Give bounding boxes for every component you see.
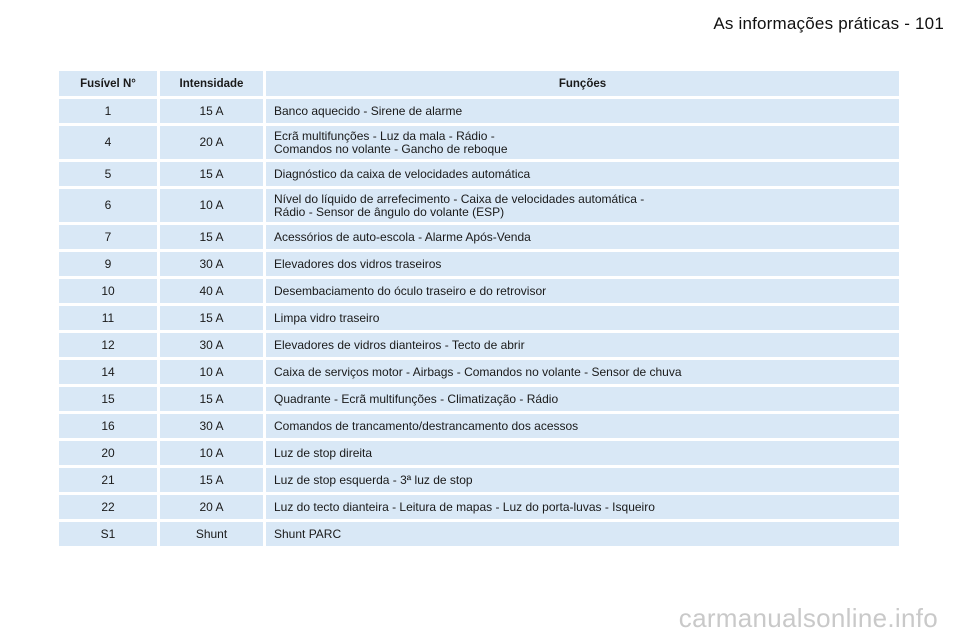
column-header-intensity: Intensidade — [160, 71, 263, 96]
intensity-cell: 15 A — [160, 225, 263, 249]
function-line: Desembaciamento do óculo traseiro e do retrovisor — [274, 283, 547, 298]
fuse-number-cell: 15 — [59, 387, 157, 411]
table-row — [59, 99, 899, 123]
functions-cell — [266, 225, 899, 249]
intensity-cell: 10 A — [160, 189, 263, 222]
fuse-number-cell: 10 — [59, 279, 157, 303]
intensity-cell: 15 A — [160, 306, 263, 330]
intensity-cell: 20 A — [160, 495, 263, 519]
table-row — [59, 225, 899, 249]
functions-cell — [266, 252, 899, 276]
intensity-cell: 15 A — [160, 162, 263, 186]
functions-cell — [266, 414, 899, 438]
fuse-table — [56, 68, 902, 549]
intensity-cell: 10 A — [160, 360, 263, 384]
function-line: Elevadores de vidros dianteiros - Tecto de abrir — [274, 337, 525, 352]
intensity-cell: 15 A — [160, 468, 263, 492]
functions-cell — [266, 522, 899, 546]
intensity-cell: 30 A — [160, 252, 263, 276]
fuse-number-cell: 21 — [59, 468, 157, 492]
function-line: Rádio - Sensor de ângulo do volante (ESP) — [274, 204, 505, 219]
function-line: Caixa de serviços motor - Airbags - Comandos no volante - Sensor de chuva — [274, 364, 682, 379]
functions-cell — [266, 99, 899, 123]
fuse-number-cell: 5 — [59, 162, 157, 186]
fuse-number-cell: 20 — [59, 441, 157, 465]
fuse-number-cell: 12 — [59, 333, 157, 357]
fuse-number-cell: 6 — [59, 189, 157, 222]
functions-cell — [266, 189, 899, 222]
table-row — [59, 162, 899, 186]
fuse-number-cell: 14 — [59, 360, 157, 384]
table-row — [59, 252, 899, 276]
function-line: Acessórios de auto-escola - Alarme Após-Venda — [274, 229, 531, 244]
function-line: Limpa vidro traseiro — [274, 310, 380, 325]
function-line: Quadrante - Ecrã multifunções - Climatização - Rádio — [274, 391, 559, 406]
table-row — [59, 333, 899, 357]
intensity-cell: 40 A — [160, 279, 263, 303]
fuse-number-cell: 22 — [59, 495, 157, 519]
functions-cell — [266, 306, 899, 330]
fuse-number-cell: 11 — [59, 306, 157, 330]
functions-cell — [266, 468, 899, 492]
watermark: carmanualsonline.info — [678, 603, 938, 633]
intensity-cell: 30 A — [160, 333, 263, 357]
table-row — [59, 495, 899, 519]
function-line: Elevadores dos vidros traseiros — [274, 256, 442, 271]
table-row — [59, 360, 899, 384]
functions-cell — [266, 162, 899, 186]
fuse-number-cell: 4 — [59, 126, 157, 159]
fuse-number-cell: S1 — [59, 522, 157, 546]
function-line: Banco aquecido - Sirene de alarme — [274, 103, 463, 118]
fuse-number-cell: 7 — [59, 225, 157, 249]
table-header-row — [59, 71, 899, 96]
table-row — [59, 468, 899, 492]
table-row — [59, 189, 899, 222]
table-row — [59, 126, 899, 159]
table-row — [59, 306, 899, 330]
table-row — [59, 441, 899, 465]
column-header-fuse-number: Fusível N° — [59, 71, 157, 96]
fuse-number-cell: 16 — [59, 414, 157, 438]
column-header-functions: Funções — [266, 71, 899, 96]
fuse-number-cell: 1 — [59, 99, 157, 123]
page-title: As informações práticas - 101 — [713, 14, 944, 33]
intensity-cell: 15 A — [160, 387, 263, 411]
intensity-cell: 20 A — [160, 126, 263, 159]
fuse-table-body — [59, 99, 899, 546]
function-line: Comandos de trancamento/destrancamento dos acessos — [274, 418, 579, 433]
functions-cell — [266, 495, 899, 519]
functions-cell — [266, 333, 899, 357]
functions-cell — [266, 441, 899, 465]
function-line: Diagnóstico da caixa de velocidades automática — [274, 166, 531, 181]
function-line: Luz de stop direita — [274, 445, 373, 460]
function-line: Luz de stop esquerda - 3ª luz de stop — [274, 472, 473, 487]
intensity-cell: 15 A — [160, 99, 263, 123]
table-row — [59, 522, 899, 546]
table-row — [59, 387, 899, 411]
intensity-cell: 10 A — [160, 441, 263, 465]
functions-cell — [266, 360, 899, 384]
functions-cell — [266, 126, 899, 159]
intensity-cell: 30 A — [160, 414, 263, 438]
intensity-cell: Shunt — [160, 522, 263, 546]
function-line: Ecrã multifunções - Luz da mala - Rádio - — [274, 128, 495, 143]
function-line: Nível do líquido de arrefecimento - Caixa de velocidades automática - — [274, 191, 645, 206]
fuse-number-cell: 9 — [59, 252, 157, 276]
function-line: Luz do tecto dianteira - Leitura de mapas - Luz do porta-luvas - Isqueiro — [274, 499, 655, 514]
table-row — [59, 414, 899, 438]
table-row — [59, 279, 899, 303]
function-line: Shunt PARC — [274, 526, 342, 541]
function-line: Comandos no volante - Gancho de reboque — [274, 141, 508, 156]
functions-cell — [266, 279, 899, 303]
functions-cell — [266, 387, 899, 411]
